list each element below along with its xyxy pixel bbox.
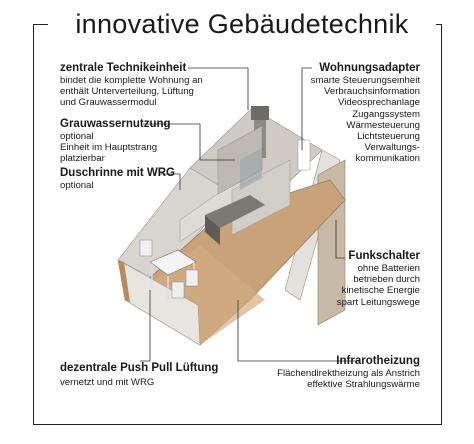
chair-1 [140, 240, 152, 256]
page-title: innovative Gebäudetechnik [48, 6, 436, 42]
tech-unit-head [251, 106, 269, 120]
label-infrarot-desc: Flächendirektheizung als Anstrich effektive Strahlungswärme [277, 368, 420, 391]
label-wohnungsadapter-heading: Wohnungsadapter [319, 62, 420, 74]
label-duschrinne-desc: optional [60, 180, 94, 191]
label-technik-heading: zentrale Technikeinheit [60, 62, 187, 74]
label-lueftung [60, 361, 260, 388]
label-infrarot-heading: Infrarotheizung [336, 355, 420, 367]
label-funkschalter [320, 249, 420, 308]
label-lueftung-heading: dezentrale Push Pull Lüftung [60, 362, 219, 374]
label-duschrinne [60, 166, 190, 191]
label-grauwasser-heading: Grauwassernutzung [60, 118, 171, 130]
label-duschrinne-heading: Duschrinne mit WRG [60, 167, 176, 179]
label-infrarotheizung [262, 354, 420, 390]
label-grauwasser-desc: optional Einheit im Hauptstrang platzierbar [60, 131, 158, 165]
label-wohnungsadapter [300, 61, 420, 165]
label-technik-desc: bindet die komplette Wohnung an enthält Unterverteilung, Lüftung und Grauwassermodul [60, 75, 203, 109]
label-funkschalter-desc: ohne Batterien betrieben durch kinetische Energie spart Leitungswege [336, 263, 420, 308]
label-lueftung-desc: vernetzt und mit WRG [60, 377, 155, 388]
chair-3 [172, 282, 184, 298]
label-technikeinheit [60, 61, 250, 109]
chair-2 [186, 270, 198, 286]
label-funkschalter-heading: Funkschalter [348, 250, 420, 262]
label-grauwassernutzung [60, 117, 190, 165]
label-wohnungsadapter-desc: smarte Steuerungseinheit Verbrauchsinformation Videosprechanlage Zugangssystem Wärmesteuerung Lichtsteuerung Verwaltungs- kommunikation [310, 75, 420, 165]
